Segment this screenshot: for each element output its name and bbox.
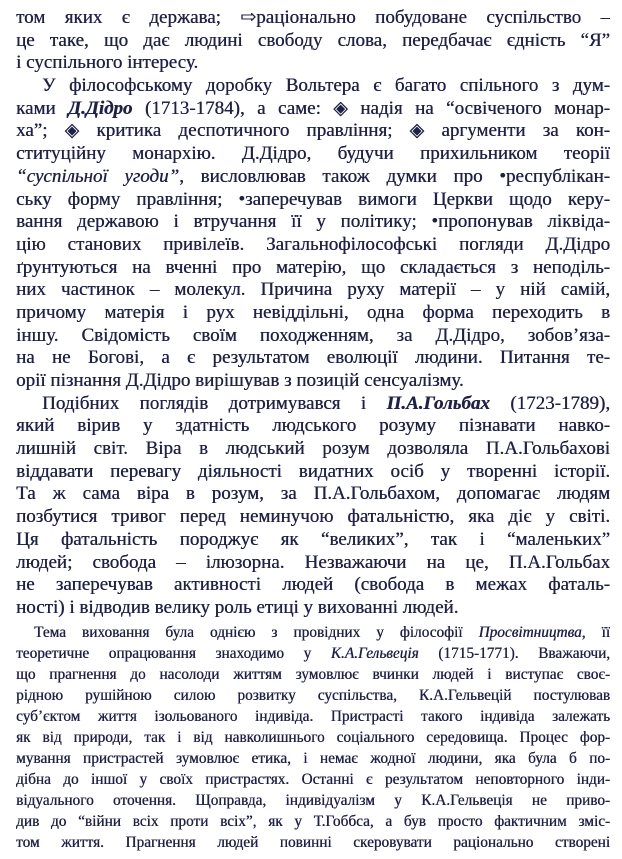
text-line [16, 832, 610, 853]
text-line [16, 415, 610, 438]
text-line [16, 393, 610, 416]
text-segment: ха”; [16, 120, 65, 142]
text-segment: який вірив у здатність людського розуму пізнавати навко- [16, 415, 610, 437]
text-segment: аргументи за кон- [424, 120, 610, 142]
small-text-block [16, 622, 610, 853]
text-segment: (1715-1771). Вважаючи, [418, 644, 610, 662]
text-segment: віддавати перевагу діяльності видатних осіб у творенні історії. [16, 460, 610, 482]
text-segment: надія на “освіченого монар- [347, 97, 610, 119]
text-segment: це таке, що дає людині свободу слова, передбачає єдність “Я” [16, 29, 610, 51]
text-line [16, 98, 610, 121]
text-segment: причому матерія і рух невіддільні, одна форма переходить в [16, 301, 610, 323]
right-arrow-icon: ⇨ [240, 7, 257, 28]
text-segment: цію станових привілеїв. Загальнофілософські погляди Д.Дідро [16, 233, 610, 255]
text-line [16, 30, 610, 53]
text-segment: іншу. Свідомість своїм походженням, за Д.Дідро, зобов’яза- [16, 324, 610, 346]
text-segment: (1723-1789), [489, 392, 610, 414]
text-segment: Д.Дідро [68, 97, 133, 119]
text-line [16, 302, 610, 325]
text-line [16, 643, 610, 664]
text-segment: “суспільної угоди” [16, 165, 180, 187]
text-line [16, 790, 610, 811]
text-line [16, 483, 610, 506]
text-segment: них частинок – молекул. Причина руху матерії – у ній самій, [16, 279, 610, 301]
text-segment: теоретичне опрацювання знаходимо у [16, 644, 331, 662]
text-segment: том життя. Прагнення людей повинні скеровувати раціонально створені [16, 833, 610, 851]
text-segment: див до “війни всіх проти всіх”, як у Т.Гоббса, а був просто фактичним зміс- [16, 812, 610, 830]
text-line [16, 325, 610, 348]
text-segment: суб’єктом життя ізольованого індивіда. Пристрасті такого індивіда залежать [16, 707, 610, 725]
text-segment: критика деспотичного правління; [79, 120, 410, 142]
text-line [16, 506, 610, 529]
text-segment: позбутися тривог перед неминучою фатальністю, яка діє у світі. [16, 506, 610, 528]
text-segment: ську форму правління; •заперечував вимоги Церкви щодо керу- [16, 188, 610, 210]
text-line [16, 257, 610, 280]
text-segment: орії пізнання Д.Дідро вирішував з позицій сенсуалізму. [16, 370, 464, 391]
text-line [16, 75, 610, 98]
text-line [16, 52, 610, 75]
text-segment: , висловлював також думки про •республікан- [179, 165, 610, 187]
text-segment: що прагнення до насолоди життям зумовлює вчинки людей і виступає своє- [16, 665, 610, 683]
text-segment: (1713-1784), а саме: [132, 97, 334, 119]
diamond-bullet-icon: ◈ [64, 120, 80, 142]
text-line [16, 769, 610, 790]
text-line [16, 664, 610, 685]
text-line [16, 622, 610, 643]
text-line [16, 143, 610, 166]
text-line [16, 370, 610, 393]
text-segment: П.А.Гольбах [386, 392, 490, 414]
text-segment: К.А.Гельвеція [330, 644, 419, 662]
text-line [16, 438, 610, 461]
text-segment: мування пристрастей зумовлює етика, і немає жодної людини, яка була б по- [16, 749, 610, 767]
text-segment: , її [581, 623, 610, 641]
text-segment: як від природи, так і від навколишнього соціального середовища. Процес фор- [16, 728, 610, 746]
text-line [16, 7, 610, 30]
text-line [16, 211, 610, 234]
text-segment: ґрунтуються на вченні про матерію, що складається з неподіль- [16, 256, 610, 278]
body-text-block [16, 7, 610, 620]
text-segment: лишній світ. Віра в людський розум дозволяла П.А.Гольбахові [16, 438, 610, 460]
text-line [16, 120, 610, 143]
text-line [16, 461, 610, 484]
text-segment: на не Богові, а є результатом еволюції людини. Питання те- [16, 347, 610, 369]
text-segment: раціонально побудоване суспільство – [256, 7, 610, 28]
text-segment: Просвітництва [478, 623, 582, 641]
text-segment: Тема виховання була однією з провідних у філософії [34, 623, 479, 641]
diamond-bullet-icon: ◈ [333, 97, 348, 119]
text-line [16, 685, 610, 706]
text-line [16, 166, 610, 189]
text-segment: ками [16, 97, 69, 119]
text-line [16, 597, 610, 620]
text-segment: дібна до іншої у своїх пристрастях. Останні є результатом неповторного інди- [16, 770, 610, 788]
text-line [16, 574, 610, 597]
text-segment: і суспільного інтересу. [16, 52, 199, 74]
text-segment: відуального оточення. Щоправда, індивідуалізм у К.А.Гельвеція не приво- [16, 791, 610, 809]
text-segment: ституційну монархію. Д.Дідро, будучи прихильником теорії [16, 143, 610, 165]
text-segment: рідною рушійною силою розвитку суспільства, К.А.Гельвецій постулював [16, 686, 610, 704]
text-line [16, 234, 610, 257]
text-segment: Ця фатальність породжує як “великих”, так і “маленьких” [16, 528, 610, 550]
text-line [16, 279, 610, 302]
text-line [16, 727, 610, 748]
diamond-bullet-icon: ◈ [409, 120, 425, 142]
text-segment: У філософському доробку Вольтера є багато спільного з дум- [42, 75, 610, 97]
text-line [16, 748, 610, 769]
text-segment: Подібних поглядів дотримувався і [42, 392, 387, 414]
text-line [16, 706, 610, 727]
text-line [16, 811, 610, 832]
text-segment: вання державою і втручання її у політику; •пропонував ліквіда- [16, 211, 610, 233]
text-line [16, 552, 610, 575]
text-line [16, 347, 610, 370]
text-segment: не заперечував активності людей (свобода в межах фаталь- [16, 574, 610, 596]
text-segment: Та ж сама віра в розум, за П.А.Гольбахом, допомагає людям [16, 483, 610, 505]
text-segment: людей; свобода – ілюзорна. Незважаючи на це, П.А.Гольбах [16, 551, 610, 573]
text-segment: том яких є держава; [16, 7, 241, 28]
text-line [16, 529, 610, 552]
text-line [16, 189, 610, 212]
text-segment: ності) і відводив велику роль етиці у вихованні людей. [16, 596, 459, 618]
